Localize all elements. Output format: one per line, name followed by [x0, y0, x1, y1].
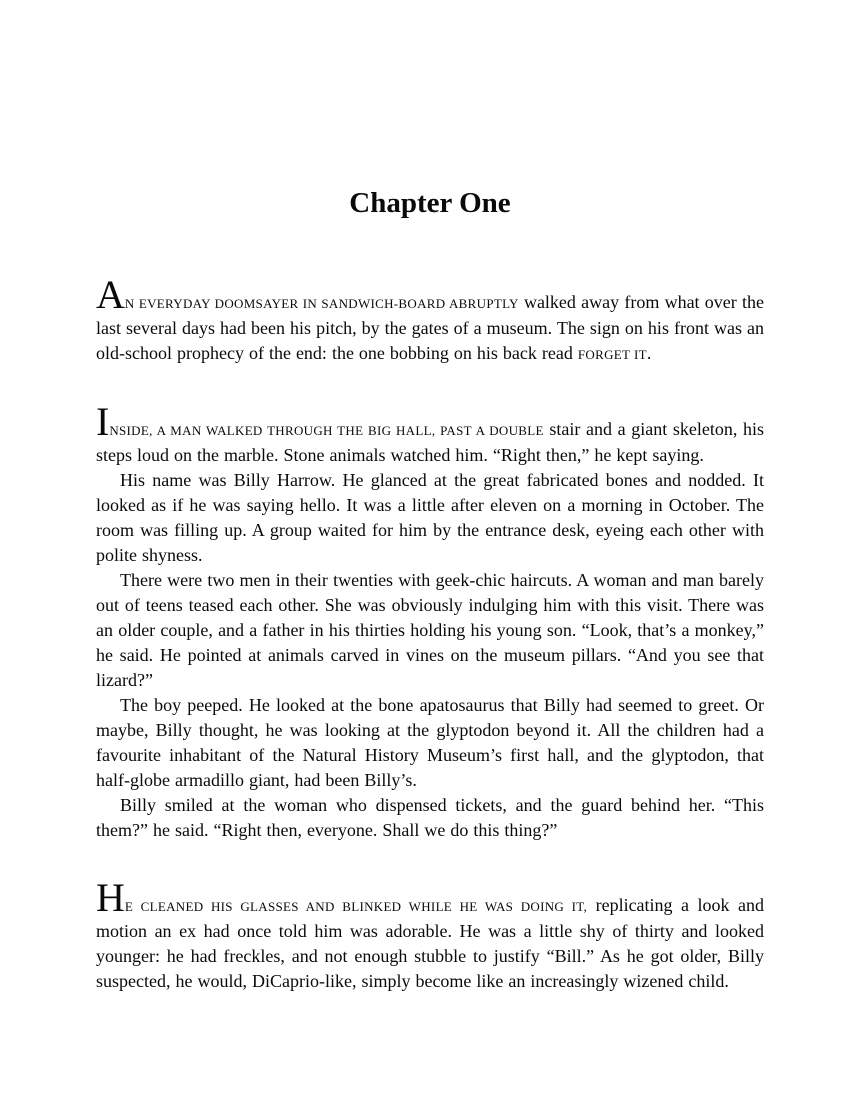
- paragraph-text: There were two men in their twenties with geek-chic haircuts. A woman and man barely out of teens teased each other. She was obviously indulging him with this visit. There was an older couple, and a father in his thirties holding his young son. “Look, that’s a monkey,” he said. He pointed at animals carved in vines on the museum pillars. “And you see that lizard?”: [96, 570, 764, 690]
- small-caps-lead: E CLEANED HIS GLASSES AND BLINKED WHILE HE WAS DOING IT,: [124, 899, 588, 914]
- paragraph-text: The boy peeped. He looked at the bone apatosaurus that Billy had seemed to greet. Or maybe, Billy thought, he was looking at the glyptodon beyond it. All the children had a favourite inhabitant of the Natural History Museum’s first hall, and the glyptodon, that half-globe armadillo giant, had been Billy’s.: [96, 695, 764, 790]
- section-doomsayer: [96, 272, 764, 367]
- paragraph-text: His name was Billy Harrow. He glanced at the great fabricated bones and nodded. It looked as if he was saying hello. It was a little after eleven on a morning in October. The room was filling up. A group waited for him by the entrance desk, eyeing each other with polite shyness.: [96, 470, 764, 565]
- paragraph-text: Billy smiled at the woman who dispensed tickets, and the guard behind her. “This them?” he said. “Right then, everyone. Shall we do this thing?”: [96, 795, 764, 840]
- small-caps-lead: N EVERYDAY DOOMSAYER IN SANDWICH-BOARD ABRUPTLY: [124, 296, 519, 311]
- small-caps-lead: NSIDE, A MAN WALKED THROUGH THE BIG HALL, PAST A DOUBLE: [109, 423, 544, 438]
- section-glasses: [96, 875, 764, 994]
- paragraph-text: stair and a giant skeleton, his steps loud on the marble. Stone animals watched him. “Right then,” he kept saying.: [96, 419, 764, 465]
- paragraph-text: .: [646, 343, 652, 363]
- paragraph-text: walked away from what over the last several days had been his pitch, by the gates of a museum. The sign on his front was an old-school prophecy of the end: the one bobbing on his back read: [96, 292, 764, 363]
- paragraph: [96, 793, 764, 843]
- paragraph: [96, 272, 764, 367]
- paragraph: [96, 568, 764, 693]
- chapter-title: Chapter One: [349, 187, 511, 219]
- paragraph: [96, 468, 764, 568]
- chapter-body: [96, 272, 764, 994]
- paragraph: [96, 875, 764, 994]
- paragraph-text: replicating a look and motion an ex had once told him was adorable. He was a little shy of thirty and looked younger: he had freckles, and not enough stubble to justify “Bill.” As he got older, Billy suspected, he would, DiCaprio-like, simply become like an increasingly wizened child.: [96, 895, 764, 991]
- small-caps-inline: FORGET IT: [577, 347, 647, 362]
- initial-letter: A: [96, 272, 125, 317]
- initial-letter: H: [96, 875, 125, 920]
- paragraph: [96, 693, 764, 793]
- initial-letter: I: [96, 399, 110, 444]
- paragraph: [96, 399, 764, 468]
- section-museum-hall: [96, 399, 764, 843]
